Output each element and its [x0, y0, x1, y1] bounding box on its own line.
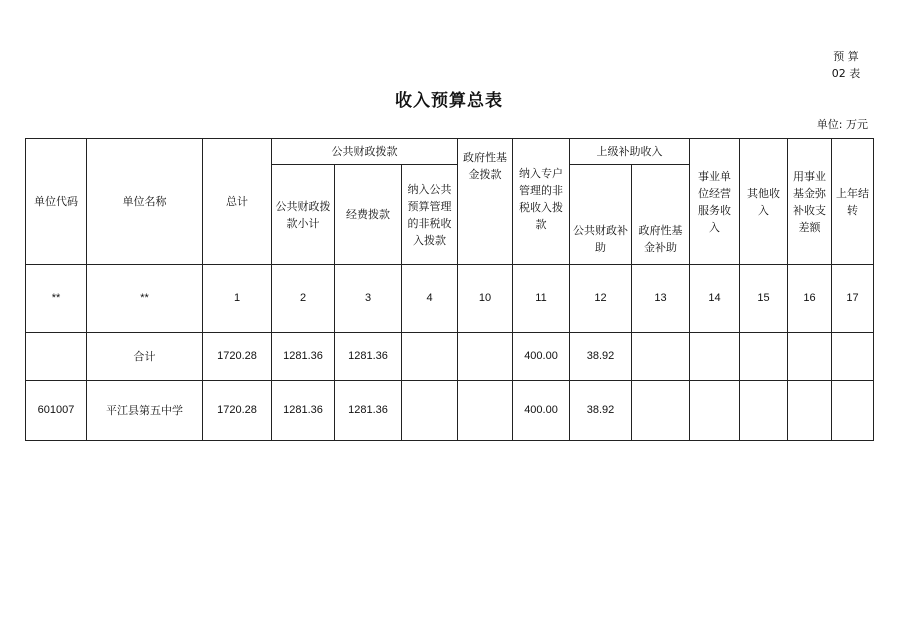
page-title: 收入预算总表	[395, 91, 503, 111]
cell-carryover	[832, 333, 874, 381]
cell-expense-allocation: 1281.36	[335, 381, 402, 441]
index-cell: 16	[788, 265, 832, 333]
cell-public-finance-subtotal: 1281.36	[272, 333, 335, 381]
cell-gov-fund	[458, 381, 513, 441]
cell-business-income	[690, 381, 740, 441]
cell-name: 合计	[87, 333, 203, 381]
index-cell: **	[26, 265, 87, 333]
cell-fund-offset	[788, 333, 832, 381]
unit-label: 单位: 万元	[816, 118, 868, 131]
header-fund-offset: 用事业基金弥补收支差额	[788, 139, 832, 265]
table-row-unit	[26, 381, 874, 441]
header-non-tax-in-budget: 纳入公共预算管理的非税收入拨款	[402, 165, 458, 265]
cell-gov-fund	[458, 333, 513, 381]
cell-total: 1720.28	[203, 333, 272, 381]
income-budget-table	[25, 138, 874, 441]
cell-non-tax-special: 400.00	[513, 381, 570, 441]
form-label-line1: 预 算	[833, 50, 859, 63]
header-row-1	[26, 139, 874, 165]
cell-name: 平江县第五中学	[87, 381, 203, 441]
cell-public-finance-subtotal: 1281.36	[272, 381, 335, 441]
header-public-finance-subtotal: 公共财政拨款小计	[272, 165, 335, 265]
cell-gov-fund-subsidy	[632, 333, 690, 381]
index-cell: 10	[458, 265, 513, 333]
header-total: 总计	[203, 139, 272, 265]
cell-non-tax-special: 400.00	[513, 333, 570, 381]
cell-other-income	[740, 333, 788, 381]
cell-total: 1720.28	[203, 381, 272, 441]
cell-other-income	[740, 381, 788, 441]
cell-non-tax-in-budget	[402, 333, 458, 381]
index-cell: 13	[632, 265, 690, 333]
cell-carryover	[832, 381, 874, 441]
header-unit-code: 单位代码	[26, 139, 87, 265]
index-cell: **	[87, 265, 203, 333]
header-non-tax-special: 纳入专户管理的非税收入拨款	[513, 139, 570, 265]
header-expense-allocation: 经费拨款	[335, 165, 402, 265]
cell-public-finance-subsidy: 38.92	[570, 333, 632, 381]
cell-code: 601007	[26, 381, 87, 441]
index-cell: 4	[402, 265, 458, 333]
index-cell: 15	[740, 265, 788, 333]
table-row-total	[26, 333, 874, 381]
index-cell: 12	[570, 265, 632, 333]
header-other-income: 其他收入	[740, 139, 788, 265]
cell-gov-fund-subsidy	[632, 381, 690, 441]
cell-fund-offset	[788, 381, 832, 441]
index-cell: 3	[335, 265, 402, 333]
cell-non-tax-in-budget	[402, 381, 458, 441]
cell-expense-allocation: 1281.36	[335, 333, 402, 381]
header-superior-subsidy-group: 上级补助收入	[570, 139, 690, 165]
index-cell: 11	[513, 265, 570, 333]
index-cell: 2	[272, 265, 335, 333]
header-gov-fund: 政府性基金拨款	[458, 139, 513, 265]
cell-public-finance-subsidy: 38.92	[570, 381, 632, 441]
index-cell: 1	[203, 265, 272, 333]
index-cell: 14	[690, 265, 740, 333]
index-cell: 17	[832, 265, 874, 333]
header-unit-name: 单位名称	[87, 139, 203, 265]
header-business-income: 事业单位经营服务收入	[690, 139, 740, 265]
header-carryover: 上年结转	[832, 139, 874, 265]
header-gov-fund-subsidy: 政府性基金补助	[632, 165, 690, 265]
index-row	[26, 265, 874, 333]
form-label-line2: 02 表	[831, 67, 861, 80]
form-number	[826, 48, 866, 82]
header-public-finance-group: 公共财政拨款	[272, 139, 458, 165]
cell-code	[26, 333, 87, 381]
header-public-finance-subsidy: 公共财政补助	[570, 165, 632, 265]
cell-business-income	[690, 333, 740, 381]
